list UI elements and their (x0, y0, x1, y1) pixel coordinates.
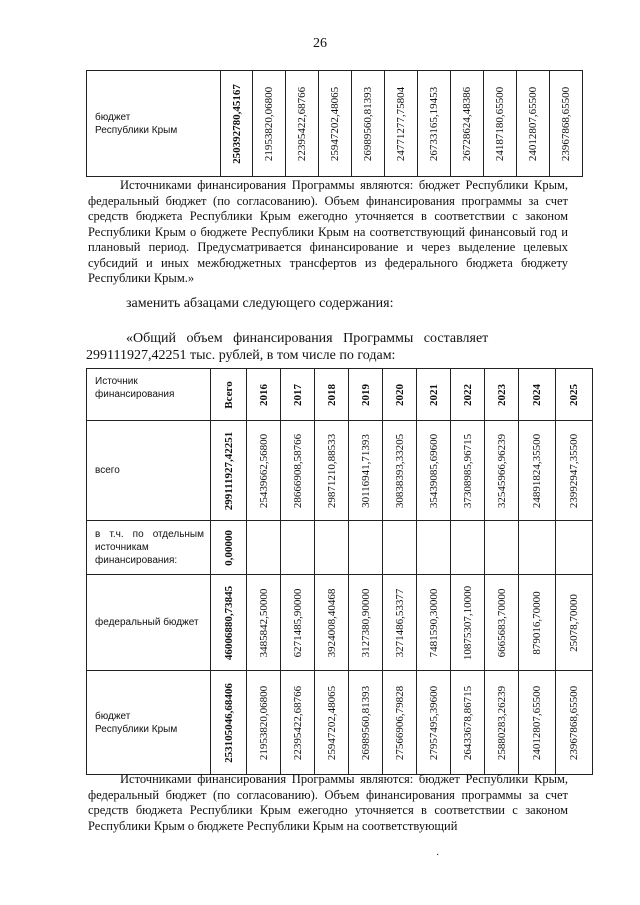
cell-value: 21953820,06800 (257, 685, 270, 760)
cell-total (221, 71, 253, 177)
page-number: 26 (313, 36, 327, 51)
replace-instruction: заменить абзацами следующего содержания: (126, 296, 394, 311)
header-label: 2022 (461, 383, 474, 406)
cell-value: 25947202,48065 (329, 86, 341, 161)
cell (349, 575, 383, 671)
cell (556, 421, 593, 521)
total-financing-line-2: 299111927,42251 тыс. рублей, в том числе по годам: (86, 348, 396, 363)
header-label: Всего (222, 380, 235, 409)
cell-total (211, 575, 247, 671)
cell (556, 521, 593, 575)
cell-value: 46006880,73845 (222, 585, 235, 660)
cell (556, 671, 593, 775)
cell-total (211, 671, 247, 775)
cell (556, 575, 593, 671)
cell (247, 575, 281, 671)
cell (451, 575, 485, 671)
header-year (281, 369, 315, 421)
cell-value: 6665683,70000 (495, 588, 508, 657)
label-line: бюджет (95, 111, 131, 123)
paragraph-funding-sources-2 (88, 772, 568, 834)
cell-value: 28666908,58766 (291, 433, 304, 508)
cell-value: 3271486,53377 (393, 588, 406, 657)
cell (253, 71, 286, 177)
cell-value: 32545966,96239 (495, 433, 508, 508)
cell-value: 24771277,75804 (395, 86, 407, 161)
cell-value: 23967868,65500 (568, 685, 580, 760)
label-line: бюджет (95, 710, 131, 722)
row-label-by-source: в т.ч. по отдельным источникам финансирования: (87, 521, 211, 575)
cell (383, 671, 417, 775)
cell-total (211, 521, 247, 575)
cell (315, 521, 349, 575)
cell-value: 26989560,81393 (359, 685, 372, 760)
cell (383, 421, 417, 521)
table-row (87, 421, 593, 521)
cell-total (211, 421, 247, 521)
cell (383, 575, 417, 671)
cell (315, 575, 349, 671)
cell-value: 22395422,68766 (296, 86, 308, 161)
cell (385, 71, 418, 177)
cell (247, 521, 281, 575)
cell (281, 421, 315, 521)
cell (550, 71, 583, 177)
cell-value: 21953820,06800 (263, 86, 275, 161)
cell (352, 71, 385, 177)
header-year (556, 369, 593, 421)
cell-value: 30838393,33205 (393, 433, 406, 508)
header-label: 2018 (325, 383, 338, 406)
cell-value: 24012807,65500 (527, 86, 539, 161)
cell (417, 521, 451, 575)
cell (519, 421, 556, 521)
cell-value: 299111927,42251 (222, 431, 235, 510)
cell-value: 25880283,26239 (495, 685, 508, 760)
cell-value: 879016,70000 (531, 590, 543, 655)
header-year (485, 369, 519, 421)
paragraph-text: Источниками финансирования Программы являются: бюджет Республики Крым, федеральный бюджет (по согласованию). Объем финансирования программы за счет средств бюджета Республики Крым ежегодно уточняется в соответствии с законом Республики Крым о бюджете Республики Крым на соответствующий финансовый год и плановый период. Предусматривается финансирование и через выделение целевых субсидий и иных межбюджетных трансфертов из федерального бюджета бюджету Республики Крым.» (88, 178, 568, 285)
cell-value: 3924008,40468 (325, 588, 338, 657)
cell (519, 521, 556, 575)
cell-value: 23992947,35500 (568, 433, 580, 508)
cell (281, 671, 315, 775)
total-financing-line-1: «Общий объем финансирования Программы составляет (126, 331, 489, 346)
header-year (349, 369, 383, 421)
cell-value: 26433678,86715 (461, 685, 474, 760)
cell-value: 24012807,65500 (531, 685, 543, 760)
header-label: 2016 (257, 383, 270, 406)
cell-value: 37308985,96715 (461, 433, 474, 508)
cell-value: 250392780,45167 (230, 83, 243, 164)
cell (451, 671, 485, 775)
cell-value: 24187180,65500 (494, 86, 506, 161)
cell (484, 71, 517, 177)
cell (281, 521, 315, 575)
header-label: 2025 (568, 383, 580, 406)
cell (451, 421, 485, 521)
cell-value: 25439662,56800 (257, 433, 270, 508)
cell-value: 26989560,81393 (362, 86, 374, 161)
cell (417, 575, 451, 671)
cell-value: 3485842,50000 (257, 588, 270, 657)
cell-value: 0,00000 (222, 529, 235, 566)
cell-value: 6271485,90000 (291, 588, 304, 657)
cell-value: 7481590,30000 (427, 588, 440, 657)
cell (383, 521, 417, 575)
speck-mark: · (436, 850, 440, 861)
label-line: Республики Крым (95, 124, 178, 136)
cell (281, 575, 315, 671)
cell-value: 30116941,71393 (359, 433, 372, 508)
header-year (247, 369, 281, 421)
cell (451, 521, 485, 575)
budget-table-main (86, 368, 593, 775)
cell (485, 521, 519, 575)
cell (349, 421, 383, 521)
cell (485, 575, 519, 671)
cell (319, 71, 352, 177)
row-label-crimea-budget (87, 671, 211, 775)
cell (349, 671, 383, 775)
cell-value: 35439085,69600 (427, 433, 440, 508)
cell-value: 3127380,90000 (359, 588, 372, 657)
header-year (519, 369, 556, 421)
cell (349, 521, 383, 575)
table-header-row (87, 369, 593, 421)
cell-value: 253105046,68406 (222, 682, 235, 763)
cell (315, 421, 349, 521)
header-label: 2021 (427, 383, 440, 406)
header-label: 2020 (393, 383, 406, 406)
cell (286, 71, 319, 177)
header-total (211, 369, 247, 421)
header-year (383, 369, 417, 421)
header-year (417, 369, 451, 421)
paragraph-text: Источниками финансирования Программы являются: бюджет Республики Крым, федеральный бюджет (по согласованию). Объем финансирования программы за счет средств бюджета Республики Крым ежегодно уточняется в соответствии с законом Республики Крым о бюджете Республики Крым на соответствующий (88, 772, 568, 833)
table-row (87, 71, 583, 177)
cell-value: 26728624,48386 (461, 86, 473, 161)
header-label: 2024 (531, 383, 543, 406)
row-label-total: всего (87, 421, 211, 521)
paragraph-funding-sources (88, 178, 568, 287)
cell (247, 421, 281, 521)
budget-table-top (86, 70, 583, 177)
header-year (451, 369, 485, 421)
cell-value: 10875307,10000 (461, 585, 474, 660)
header-label: 2023 (495, 383, 508, 406)
cell (417, 671, 451, 775)
row-label-crimea-budget (87, 71, 221, 177)
cell-value: 22395422,68766 (291, 685, 304, 760)
header-label: 2019 (359, 383, 372, 406)
cell (519, 575, 556, 671)
cell-value: 29871210,88533 (325, 433, 338, 508)
cell-value: 24891824,35500 (531, 433, 543, 508)
header-label: 2017 (291, 383, 304, 406)
table-row (87, 521, 593, 575)
cell (451, 71, 484, 177)
cell-value: 25078,70000 (568, 593, 580, 652)
cell (519, 671, 556, 775)
cell-value: 23967868,65500 (560, 86, 572, 161)
cell-value: 27957495,39600 (427, 685, 440, 760)
cell (485, 671, 519, 775)
cell (485, 421, 519, 521)
cell (418, 71, 451, 177)
header-year (315, 369, 349, 421)
cell (247, 671, 281, 775)
cell (315, 671, 349, 775)
cell (517, 71, 550, 177)
label-line: Республики Крым (95, 723, 178, 735)
table-row (87, 671, 593, 775)
cell-value: 25947202,48065 (325, 685, 338, 760)
cell-value: 27566906,79828 (393, 685, 406, 760)
cell (417, 421, 451, 521)
cell-value: 26733165,19453 (428, 86, 440, 161)
header-source: Источник финансирования (87, 369, 211, 421)
row-label-federal-budget: федеральный бюджет (87, 575, 211, 671)
table-row (87, 575, 593, 671)
